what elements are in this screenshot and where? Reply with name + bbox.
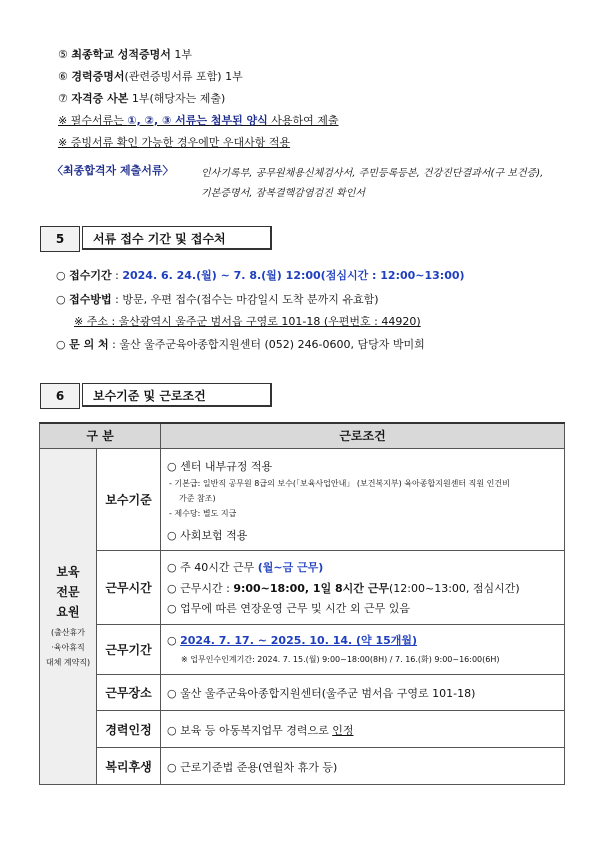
note-text: 사용하여 제출 [267, 114, 339, 127]
career-highlight: 인정 [332, 724, 354, 737]
hours-text: ○ 근무시간 : [167, 582, 234, 595]
header-conditions: 근로조건 [161, 424, 565, 449]
row-label-welfare: 복리후생 [97, 748, 161, 785]
period-line [167, 632, 417, 648]
item-title: 최종학교 성적증명서 [71, 48, 171, 61]
final-docs-line1: 인사기록부, 공무원채용신체검사서, 주민등록등본, 건강진단결과서(구 보건증), [201, 168, 544, 179]
final-docs-line2: 기본증명서, 잠복결핵감염검진 확인서 [201, 188, 366, 199]
period-highlight: 2024. 7. 17. ~ 2025. 10. 14. (약 15개월) [180, 634, 418, 647]
doc-item-7 [58, 90, 225, 106]
row-content-pay [161, 449, 565, 551]
group-label [40, 562, 96, 622]
pay-line: 가준 참조) [179, 494, 216, 503]
contact-value: 울산 울주군육아종합지원센터 (052) 246-0600, 담당자 박미희 [119, 338, 425, 351]
section-5-title: 서류 접수 기간 및 접수처 [82, 226, 272, 250]
place-line: ○ 울산 울주군육아종합지원센터(울주군 범서읍 구영로 101-18) [167, 687, 476, 700]
row-label-career: 경력인정 [97, 711, 161, 748]
item-mark: ⑤ [58, 48, 68, 61]
row-label-pay: 보수기준 [97, 449, 161, 551]
group-label-cell [40, 449, 97, 785]
hours-line [167, 559, 323, 575]
group-label-line: 전문 [56, 585, 80, 599]
doc-item-6 [58, 68, 243, 84]
row-content-career [161, 711, 565, 748]
hours-highlight: (월~금 근무) [257, 561, 324, 574]
pay-line: - 제수당: 별도 지급 [169, 509, 237, 518]
row-content-welfare [161, 748, 565, 785]
group-note-line: (출산휴가 [50, 628, 86, 637]
group-note-line: ·육아휴직 [51, 643, 85, 652]
pay-line: - 기본급: 일반직 공무원 8급의 보수(「보육사업안내」 (보건복지부) 육아종합지원센터 직원 인건비 [169, 479, 510, 488]
field-label: 접수방법 [69, 293, 112, 306]
item-mark: ⑦ [58, 92, 68, 105]
group-note-line: 대체 계약직) [45, 658, 91, 667]
career-text: ○ 보육 등 아동복지업무 경력으로 [167, 724, 333, 737]
bullet: ○ [56, 269, 66, 282]
period-text: ○ [167, 634, 181, 647]
note-highlight: ①, ②, ③ 서류는 첨부된 양식 [127, 114, 268, 127]
hours-text: (12:00~13:00, 점심시간) [389, 582, 520, 595]
section-5-number: 5 [40, 226, 80, 252]
final-docs-label: 〈최종합격자 제출서류〉 [52, 164, 174, 177]
required-docs-note [58, 112, 339, 128]
career-line [167, 722, 353, 738]
row-label-period: 근무기간 [97, 625, 161, 675]
separator: : [111, 269, 123, 282]
row-content-hours [161, 551, 565, 625]
period-value: 2024. 6. 24.(월) ~ 7. 8.(월) 12:00(점심시간 : 12:00~13:00) [122, 269, 465, 282]
work-conditions-table [39, 422, 565, 785]
row-content-place [161, 675, 565, 711]
row-label-hours: 근무시간 [97, 551, 161, 625]
item-title: 경력증명서 [71, 70, 125, 83]
group-note [40, 625, 96, 670]
note-text: ※ 필수서류는 [58, 114, 128, 127]
method-value: 방문, 우편 접수(접수는 마감일시 도착 분까지 유효함) [122, 293, 379, 306]
row-label-place: 근무장소 [97, 675, 161, 711]
address-note: ※ 주소 : 울산광역시 울주군 범서읍 구영로 101-18 (우편번호 : 44920) [74, 315, 421, 328]
application-method [56, 291, 379, 307]
application-period [56, 267, 465, 283]
separator: : [111, 293, 123, 306]
hours-line [167, 580, 520, 596]
pay-line: ○ 센터 내부규정 적용 [167, 460, 273, 473]
hours-highlight: 9:00~18:00, 1일 8시간 근무 [233, 582, 390, 595]
hours-line: ○ 업무에 따른 연장운영 근무 및 시간 외 근무 있음 [167, 602, 410, 615]
hours-text: ○ 주 40시간 근무 [167, 561, 258, 574]
group-label-line: 요원 [56, 605, 80, 619]
item-detail: 1부(해당자는 제출) [128, 92, 226, 105]
item-mark: ⑥ [58, 70, 68, 83]
item-detail: (관련증빙서류 포함) 1부 [124, 70, 243, 83]
pay-line: ○ 사회보험 적용 [167, 529, 248, 542]
item-title: 자격증 사본 [71, 92, 129, 105]
header-category: 구 분 [40, 424, 161, 449]
welfare-line: ○ 근로기준법 준용(연월차 휴가 등) [167, 761, 338, 774]
item-detail: 1부 [170, 48, 192, 61]
section-6-number: 6 [40, 383, 80, 409]
separator: : [108, 338, 120, 351]
evidence-note: ※ 증빙서류 확인 가능한 경우에만 우대사항 적용 [58, 136, 291, 149]
group-label-line: 보육 [56, 565, 80, 579]
doc-item-5 [58, 46, 192, 62]
bullet: ○ [56, 293, 66, 306]
contact-info [56, 336, 425, 352]
period-line: ※ 업무인수인계기간: 2024. 7. 15.(월) 9:00~18:00(8H) / 7. 16.(화) 9:00~16:00(6H) [181, 655, 500, 664]
section-6-title: 보수기준 및 근로조건 [82, 383, 272, 407]
row-content-period [161, 625, 565, 675]
field-label: 접수기간 [69, 269, 112, 282]
field-label: 문 의 처 [69, 338, 109, 351]
bullet: ○ [56, 338, 66, 351]
